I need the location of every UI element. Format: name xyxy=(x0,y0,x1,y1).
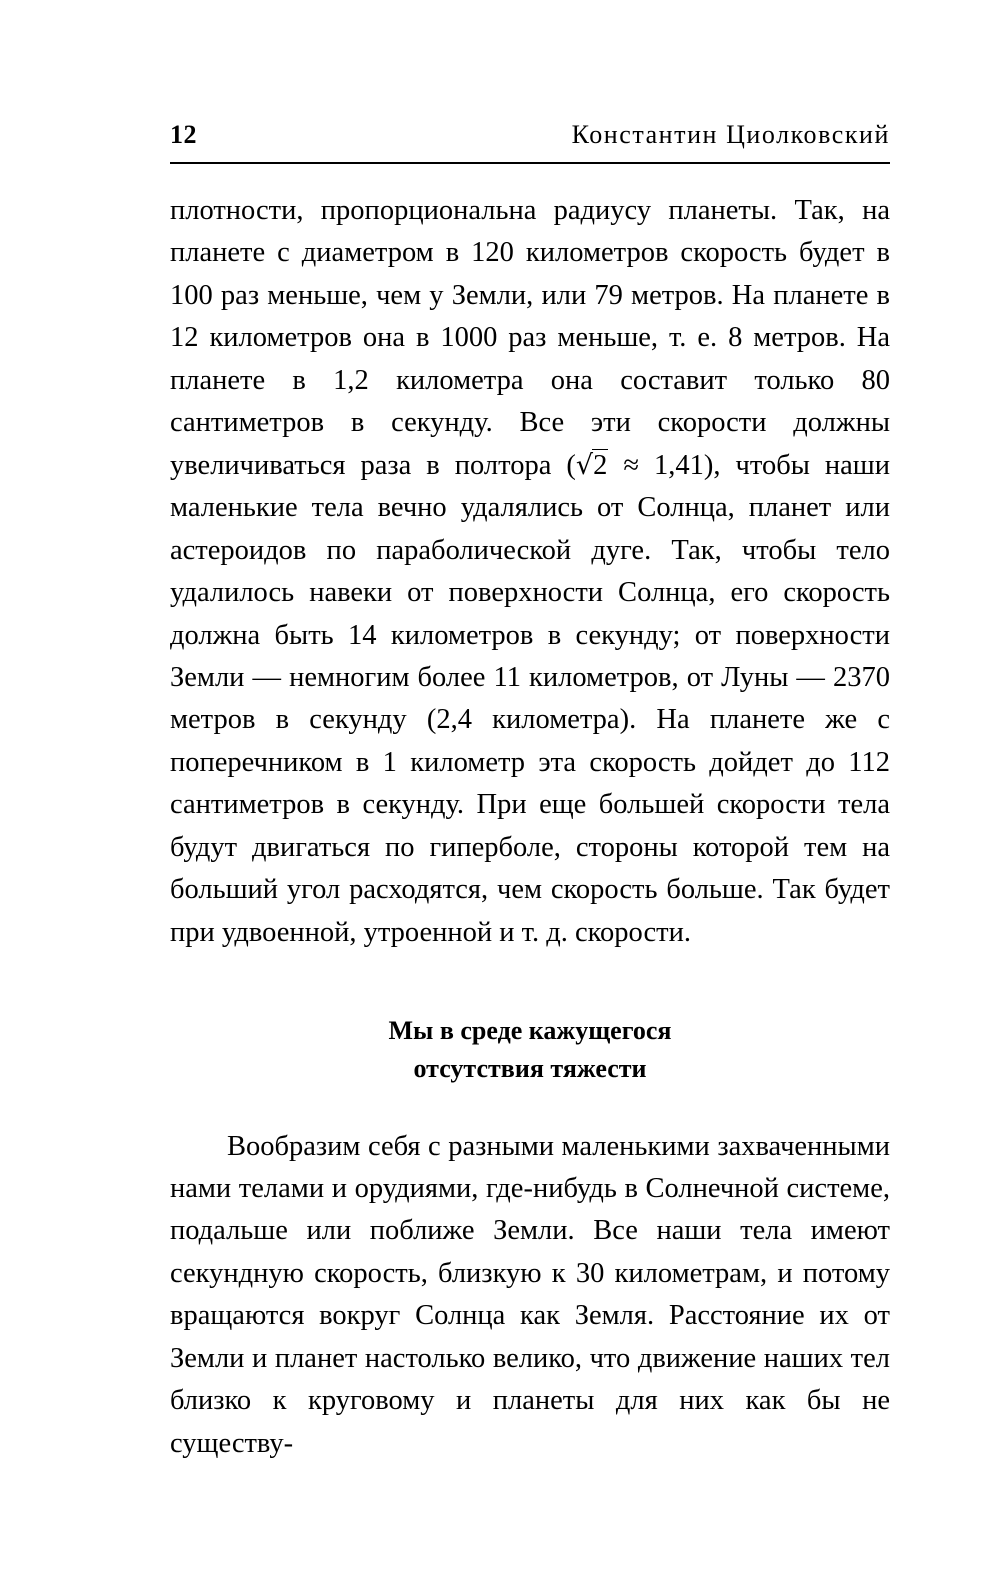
header-rule xyxy=(170,162,890,164)
subheading-line-2: отсутствия тяжести xyxy=(413,1053,647,1083)
page-number: 12 xyxy=(170,120,198,149)
paragraph-text-a: плотности, пропорциональна радиусу планеты. Так, на планете с диаметром в 120 километров скорость будет в 100 раз меньше, чем у Земли, или 79 метров. На планете в 12 километров она в 1000 раз меньше, т. е. 8 метров. На планете в 1,2 километра она составит только 80 сантиметров в секунду. Все эти скорости должны увеличиваться раза в полтора ( xyxy=(170,195,890,481)
square-root-expression xyxy=(576,450,608,481)
radicand: 2 xyxy=(593,449,608,481)
subheading-line-1: Мы в среде кажущегося xyxy=(388,1016,672,1046)
section-subheading xyxy=(170,1012,890,1087)
page-content xyxy=(170,120,890,1465)
running-title: Константин Циолковский xyxy=(571,120,890,149)
radical-icon: √ xyxy=(575,449,594,481)
paragraph-text-b: ≈ 1,41), чтобы наши маленькие тела вечно удалялись от Солнца, планет или астероидов по параболической дуге. Так, чтобы тело удалилось навеки от поверхности Солнца, его скорость должна быть 14 километров в секунду; от поверхности Земли — немногим более 11 километров, от Луны — 2370 метров в секунду (2,4 километра). На планете же с поперечником в 1 километр эта скорость дойдет до 112 сантиметров в секунду. При еще большей скорости тела будут двигаться по гиперболе, стороны которой тем на больший угол расходятся, чем скорость больше. Так будет при удвоенной, утроенной и т. д. скорости. xyxy=(170,449,890,948)
paragraph-continued xyxy=(170,190,890,954)
running-head xyxy=(170,120,890,162)
paragraph-section-opening: Вообразим себя с разными маленькими захваченными нами телами и орудиями, где-нибудь в Солнечной системе, подальше или поближе Земли. Все наши тела имеют секундную скорость, близкую к 30 километрам, и потому вращаются вокруг Солнца как Земля. Расстояние их от Земли и планет настолько велико, что движение наших тел близко к круговому и планеты для них как бы не существу- xyxy=(170,1130,890,1459)
